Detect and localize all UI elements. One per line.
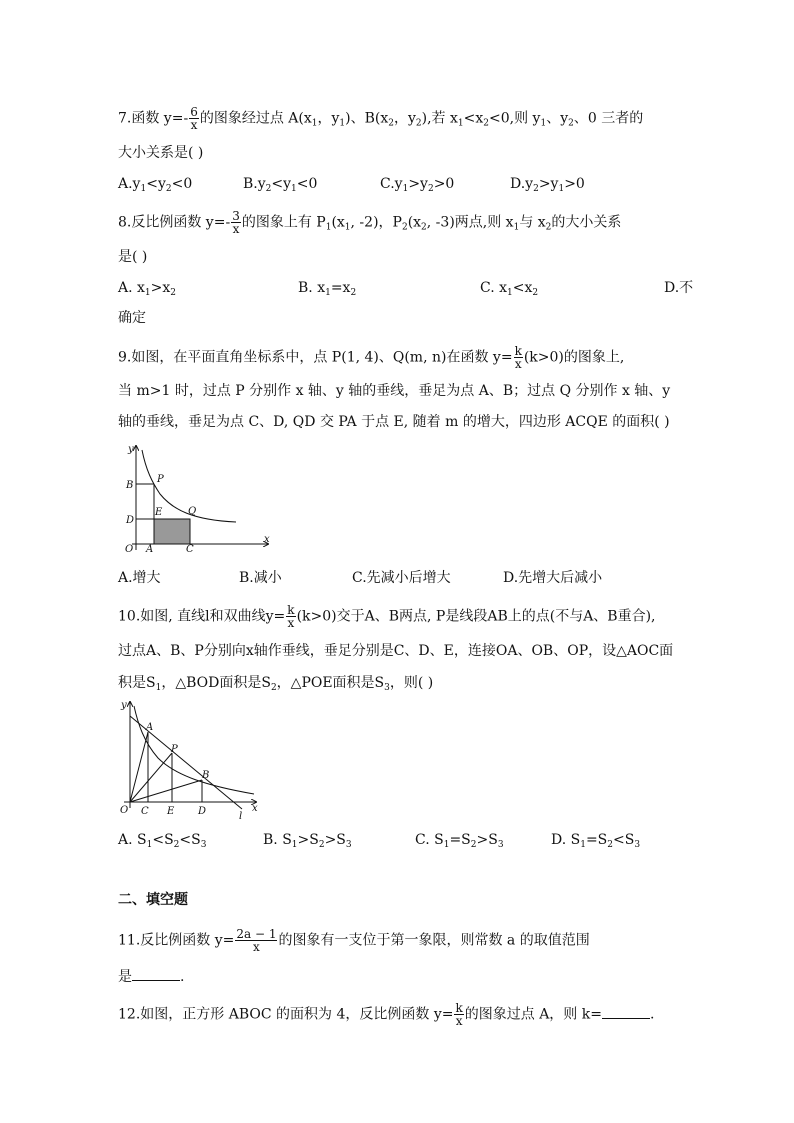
q7-option-a[interactable]: $A.y_1<y_2<0$ (118, 176, 193, 194)
q9-figure (118, 440, 278, 558)
q10-fraction: $\frac{k}{x}$ (287, 603, 295, 630)
q9-label-y: y (128, 444, 134, 455)
q7-fraction: $\frac{6}{x}$ (190, 105, 198, 132)
q10-option-c[interactable]: C. $S_1=S_2>S_3$ (415, 832, 504, 850)
q10-label-a: A (146, 722, 154, 733)
q11-answer-blank[interactable] (132, 966, 180, 981)
q9-label-e: E (155, 507, 163, 518)
q10-stem-line2: 过点A、B、P分别向x轴作垂线，垂足分别是C、D、E，连接OA、OB、OP，设△AOC面 (118, 643, 674, 659)
q10-label-c: C (141, 806, 149, 817)
q9-stem-line1: 9.如图，在平面直角坐标系中，点 P(1, 4)、Q(m, n)在函数 y= $\frac{k}{x}$ (k>0)的图象上, (118, 344, 625, 371)
q10-option-b[interactable]: B. $S_1>S_2>S_3$ (263, 832, 352, 850)
q10-label-d: D (198, 806, 207, 817)
section-heading-fill-in: 二、填空题 (118, 892, 188, 908)
q7-stem-line2: 大小关系是( ) (118, 145, 204, 161)
q9-label-d: D (126, 515, 135, 526)
q10-option-d[interactable]: D. $S_1=S_2<S_3$ (551, 832, 641, 850)
q10-label-o: O (120, 805, 129, 816)
q8-option-a[interactable]: A. $x_1>x_2$ (118, 280, 177, 298)
q10-stem-line1: 10.如图, 直线l和双曲线y= $\frac{k}{x}$ (k>0)交于A、B两点, P是线段AB上的点(不与A、B重合), (118, 603, 656, 630)
q9-stem-line2: 当 m>1 时，过点 P 分别作 x 轴、y 轴的垂线，垂足为点 A、B；过点 Q 分别作 x 轴、y (118, 383, 671, 399)
q8-option-d-continued: 确定 (118, 310, 146, 326)
q9-label-q: Q (188, 506, 197, 517)
q11-stem-line2: 是 . (118, 966, 184, 987)
q10-segment-ob (130, 780, 202, 802)
q11-fraction: $\frac{2a - 1}{x}$ (236, 927, 277, 954)
q8-option-d[interactable]: D.不 (664, 280, 694, 296)
q7-option-b[interactable]: $B.y_2<y_1<0$ (243, 176, 318, 194)
q12-stem: 12.如图，正方形 ABOC 的面积为 4，反比例函数 y= $\frac{k}{x}$ 的图象过点 A，则 k= . (118, 1001, 655, 1028)
q10-label-l: l (239, 811, 243, 822)
q9-shaded-region-acqe (154, 519, 190, 544)
q8-fraction: $\frac{3}{x}$ (232, 209, 240, 236)
q9-option-d[interactable]: D.先增大后减小 (503, 570, 603, 586)
q10-figure (118, 696, 268, 822)
q10-stem-line3: 积是$S_1$，△BOD面积是$S_2$，△POE面积是$S_3$，则( ) (118, 675, 434, 693)
q10-option-a[interactable]: A. $S_1<S_2<S_3$ (118, 832, 207, 850)
q10-hyperbola-curve (134, 706, 254, 794)
q9-option-b[interactable]: B.减小 (239, 570, 282, 586)
q10-label-e: E (167, 806, 175, 817)
q8-option-b[interactable]: B. $x_1=x_2$ (298, 280, 357, 298)
q10-label-x: x (252, 803, 258, 814)
q9-label-x: x (264, 534, 270, 545)
q9-label-o: O (125, 544, 134, 555)
q9-option-a[interactable]: A.增大 (118, 570, 161, 586)
q11-stem: 11.反比例函数 y= $\frac{2a - 1}{x}$ 的图象有一支位于第一象限，则常数 a 的取值范围 (118, 927, 590, 954)
q7-option-d[interactable]: $D.y_2>y_1>0$ (510, 176, 585, 194)
q7-option-c[interactable]: $C.y_1>y_2>0$ (380, 176, 455, 194)
q10-label-b: B (202, 770, 210, 781)
q9-stem-line3: 轴的垂线，垂足为点 C、D, QD 交 PA 于点 E, 随着 m 的增大，四边形 ACQE 的面积( ) (118, 414, 670, 430)
q9-option-c[interactable]: C.先减小后增大 (352, 570, 451, 586)
q10-label-p: P (171, 744, 178, 755)
q8-stem-line2: 是( ) (118, 249, 148, 265)
q8-option-c[interactable]: C. $x_1<x_2$ (480, 280, 539, 298)
q9-label-c: C (186, 544, 194, 555)
q9-label-b: B (126, 480, 134, 491)
q12-answer-blank[interactable] (602, 1004, 650, 1019)
q7-stem: 7.函数 y=- $\frac{6}{x}$ 的图象经过点 $A(x_1$，$y_1$)、$B(x_2$，$y_2$),若 $x_1<x_2<0$,则 $y_1$、$y_2$、0 三者的 (118, 105, 644, 132)
q9-label-p: P (157, 474, 164, 485)
q12-fraction: $\frac{k}{x}$ (455, 1001, 463, 1028)
q9-fraction: $\frac{k}{x}$ (514, 344, 522, 371)
q9-label-a: A (146, 544, 154, 555)
q10-label-y: y (121, 700, 127, 711)
q8-stem: 8.反比例函数 y=- $\frac{3}{x}$ 的图象上有 $P_1(x_1$, -2)，$P_2(x_2$, -3)两点,则 $x_1$与 $x_2$的大小关系 (118, 209, 622, 236)
